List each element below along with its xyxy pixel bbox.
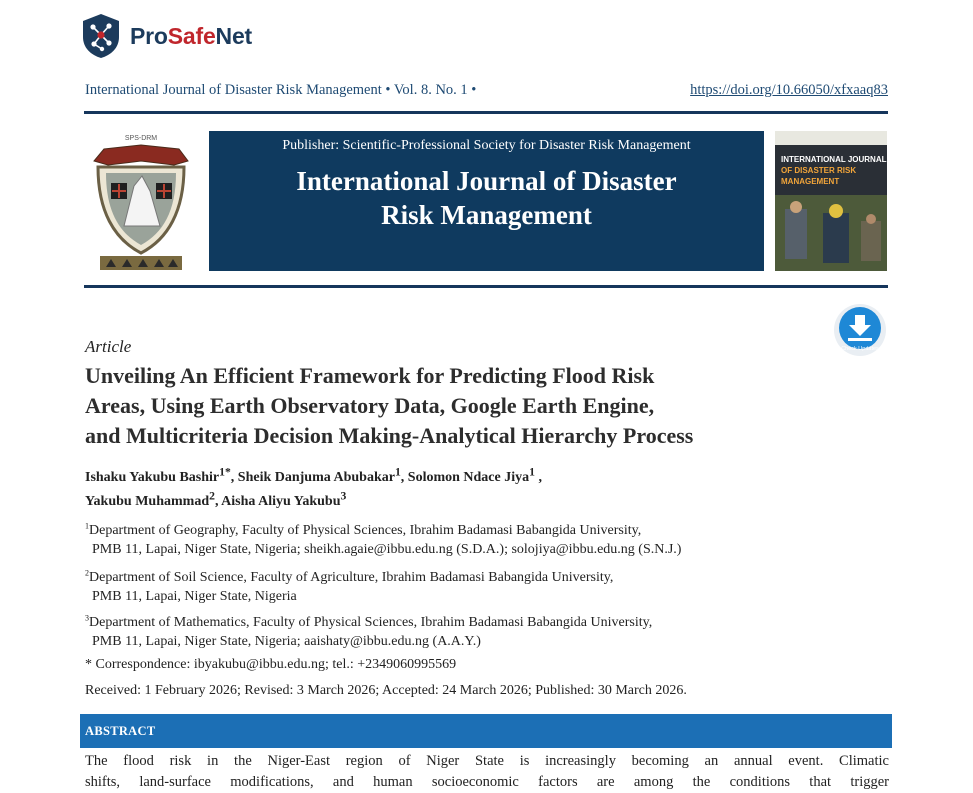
author-name[interactable]: Ishaku Yakubu Bashir	[85, 470, 220, 485]
prosafenet-logo[interactable]	[81, 13, 252, 59]
journal-title: International Journal of Disaster Risk Management	[296, 166, 677, 230]
affiliation-3: $^3$Department of Mathematics, Faculty of Physical Sciences, Ibrahim Badamasi Babangida University, PMB 11, Lapai, Niger State, Nigeria; aaishaty@ibbu.edu.ng (A.A.Y.)	[85, 613, 653, 649]
author-name[interactable]: Yakubu Muhammad	[85, 494, 210, 509]
network-shield-icon	[81, 13, 121, 59]
svg-text:INTERNATIONAL JOURNAL: INTERNATIONAL JOURNAL	[781, 155, 887, 164]
svg-text:OF DISASTER RISK: OF DISASTER RISK	[781, 166, 857, 175]
check-updates-badge[interactable]	[833, 303, 887, 357]
author-name[interactable]: Solomon Ndace Jiya	[407, 470, 530, 485]
article-type-label: Article	[85, 337, 132, 356]
journal-cover-image	[775, 131, 887, 271]
top-divider	[84, 111, 888, 114]
journal-banner	[209, 131, 764, 271]
svg-text:SPS-DRM: SPS-DRM	[124, 135, 158, 142]
abstract-text: The flood risk in the Niger-East region of Niger State is increasingly becoming an annual event. Climatic shifts, land-surface modifications, and human socioeconomic factors are among the conditions that trigger	[85, 753, 889, 790]
abstract-heading-bar	[80, 714, 892, 748]
abstract-heading: ABSTRACT	[85, 724, 156, 738]
article-title: Unveiling An Efficient Framework for Predicting Flood Risk Areas, Using Earth Observatory Data, Google Earth Engine, and Multicriteria Decision Making-Analytical Hierarchy Process	[85, 363, 694, 448]
author-name[interactable]: Sheik Danjuma Abubakar	[237, 470, 395, 485]
affiliation-2: $^2$Department of Soil Science, Faculty of Agriculture, Ibrahim Badamasi Babangida University, PMB 11, Lapai, Niger State, Nigeria	[85, 568, 614, 604]
publisher-text: Publisher: Scientific-Professional Society for Disaster Risk Management	[282, 138, 691, 153]
banner-divider	[84, 285, 888, 288]
svg-text:Check Updates: Check Updates	[841, 346, 879, 352]
logo-wordmark: ProSafeNet	[130, 22, 253, 49]
society-crest-emblem	[84, 131, 199, 274]
doi-link[interactable]: https://doi.org/10.66050/xfxaaq83	[690, 82, 888, 98]
journal-citation: International Journal of Disaster Risk Management • Vol. 8. No. 1 •	[85, 82, 477, 98]
download-arrow-icon	[833, 303, 887, 357]
correspondence-line: * Correspondence: ibyakubu@ibbu.edu.ng; tel.: +2349060995569	[85, 657, 457, 672]
journal-citation-line	[85, 82, 888, 99]
author-list: Ishaku Yakubu Bashir$^{1*}$, Sheik Danjuma Abubakar$^1$, Solomon Ndace Jiya$^1$ , Yakubu Muhammad$^2$, Aisha Aliyu Yakubu$^3$	[85, 465, 542, 509]
svg-text:MANAGEMENT: MANAGEMENT	[781, 177, 840, 186]
publication-dates: Received: 1 February 2026; Revised: 3 March 2026; Accepted: 24 March 2026; Published: 30 March 2026.	[85, 683, 687, 698]
author-name[interactable]: Aisha Aliyu Yakubu	[221, 494, 341, 509]
affiliation-1: $^1$Department of Geography, Faculty of Physical Sciences, Ibrahim Badamasi Babangida University, PMB 11, Lapai, Niger State, Nigeria; sheikh.agaie@ibbu.edu.ng (S.D.A.); solojiya@ibbu.edu.ng (S.N.J.)	[85, 521, 682, 557]
